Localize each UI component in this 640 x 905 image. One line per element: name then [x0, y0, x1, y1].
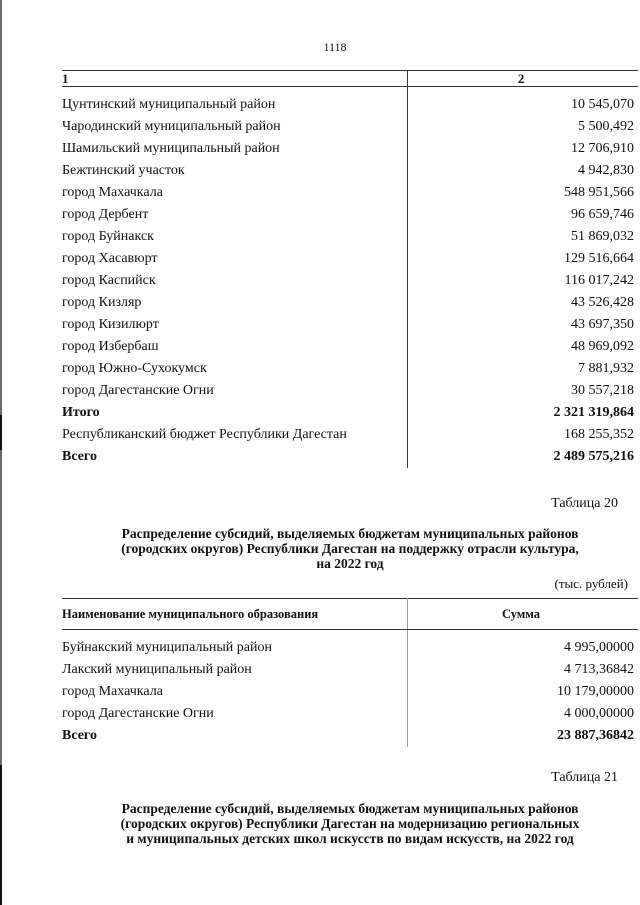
- row-value: 129 516,664: [564, 251, 634, 266]
- row-value: 548 951,566: [564, 185, 634, 200]
- table-row: [62, 116, 638, 138]
- table-row: [62, 292, 638, 314]
- table-row: [62, 314, 638, 336]
- total-row: [62, 446, 638, 468]
- scan-border: [0, 0, 2, 905]
- row-name: Итого: [62, 402, 408, 424]
- row-value: 10 545,070: [571, 97, 634, 112]
- row-name: город Буйнакск: [62, 226, 408, 248]
- row-value: 5 500,492: [578, 119, 634, 134]
- row-name: Чародинский муниципальный район: [62, 116, 408, 138]
- continued-table: [62, 70, 638, 468]
- column-header-sum: Сумма: [408, 599, 639, 630]
- table-20-label: Таблица 20: [551, 496, 618, 511]
- column-header-1: 1: [62, 71, 408, 87]
- row-name: Шамильский муниципальный район: [62, 138, 408, 160]
- row-value: 43 526,428: [571, 295, 634, 310]
- table-row: [62, 380, 638, 402]
- table-row: [62, 160, 638, 182]
- row-value: 4 942,830: [578, 163, 634, 178]
- row-name: город Кизляр: [62, 292, 408, 314]
- table-row: [62, 204, 638, 226]
- row-value: 4 713,36842: [564, 662, 634, 677]
- row-value: 2 489 575,216: [553, 449, 634, 464]
- row-value: 116 017,242: [564, 273, 634, 288]
- table-row: [62, 138, 638, 160]
- table-20-title: Распределение субсидий, выделяемых бюджетам муниципальных районов (городских округов) Республики Дагестан на поддержку отрасли культура, на 2022 год: [121, 526, 579, 571]
- total-row: [62, 402, 638, 424]
- table-row: [62, 630, 638, 660]
- row-name: город Избербаш: [62, 336, 408, 358]
- row-name: город Дагестанские Огни: [62, 380, 408, 402]
- total-row: [62, 725, 638, 747]
- row-name: Республиканский бюджет Республики Дагестан: [62, 424, 408, 446]
- column-header-name: Наименование муниципального образования: [62, 599, 408, 630]
- table-20: [62, 598, 638, 747]
- row-value: 168 255,352: [564, 427, 634, 442]
- row-name: Бежтинский участок: [62, 160, 408, 182]
- row-value: 2 321 319,864: [553, 405, 634, 420]
- row-name: Лакский муниципальный район: [62, 659, 408, 681]
- table-row: [62, 424, 638, 446]
- row-name: город Махачкала: [62, 681, 408, 703]
- table-row: [62, 659, 638, 681]
- row-name: Цунтинский муниципальный район: [62, 87, 408, 117]
- table-row: [62, 248, 638, 270]
- row-value: 96 659,746: [571, 207, 634, 222]
- row-name: город Дагестанские Огни: [62, 703, 408, 725]
- row-name: город Южно-Сухокумск: [62, 358, 408, 380]
- row-name: Буйнакский муниципальный район: [62, 630, 408, 660]
- row-name: Всего: [62, 725, 408, 747]
- header-row: [62, 71, 638, 87]
- row-value: 4 995,00000: [564, 640, 634, 655]
- row-value: 10 179,00000: [557, 684, 634, 699]
- table-row: [62, 681, 638, 703]
- row-value: 4 000,00000: [564, 706, 634, 721]
- table-row: [62, 270, 638, 292]
- page-number: 1118: [323, 40, 347, 54]
- row-name: город Кизилюрт: [62, 314, 408, 336]
- table-row: [62, 87, 638, 117]
- row-name: город Каспийск: [62, 270, 408, 292]
- row-value: 12 706,910: [571, 141, 634, 156]
- table-row: [62, 182, 638, 204]
- units-label: (тыс. рублей): [554, 576, 628, 591]
- table-row: [62, 358, 638, 380]
- row-value: 43 697,350: [571, 317, 634, 332]
- row-value: 51 869,032: [571, 229, 634, 244]
- row-name: город Дербент: [62, 204, 408, 226]
- table-21-title: Распределение субсидий, выделяемых бюджетам муниципальных районов (городских округов) Республики Дагестан на модернизацию региональных и муниципальных детских школ искусств по видам искусств, на 2022 год: [120, 801, 580, 846]
- header-row: [62, 599, 638, 630]
- row-value: 7 881,932: [578, 361, 634, 376]
- row-name: город Махачкала: [62, 182, 408, 204]
- row-name: город Хасавюрт: [62, 248, 408, 270]
- table-row: [62, 226, 638, 248]
- table-21-label: Таблица 21: [551, 770, 618, 785]
- table-row: [62, 703, 638, 725]
- row-value: 30 557,218: [571, 383, 634, 398]
- row-value: 48 969,092: [571, 339, 634, 354]
- table-row: [62, 336, 638, 358]
- row-name: Всего: [62, 446, 408, 468]
- column-header-2: 2: [408, 71, 638, 87]
- row-value: 23 887,36842: [557, 728, 634, 743]
